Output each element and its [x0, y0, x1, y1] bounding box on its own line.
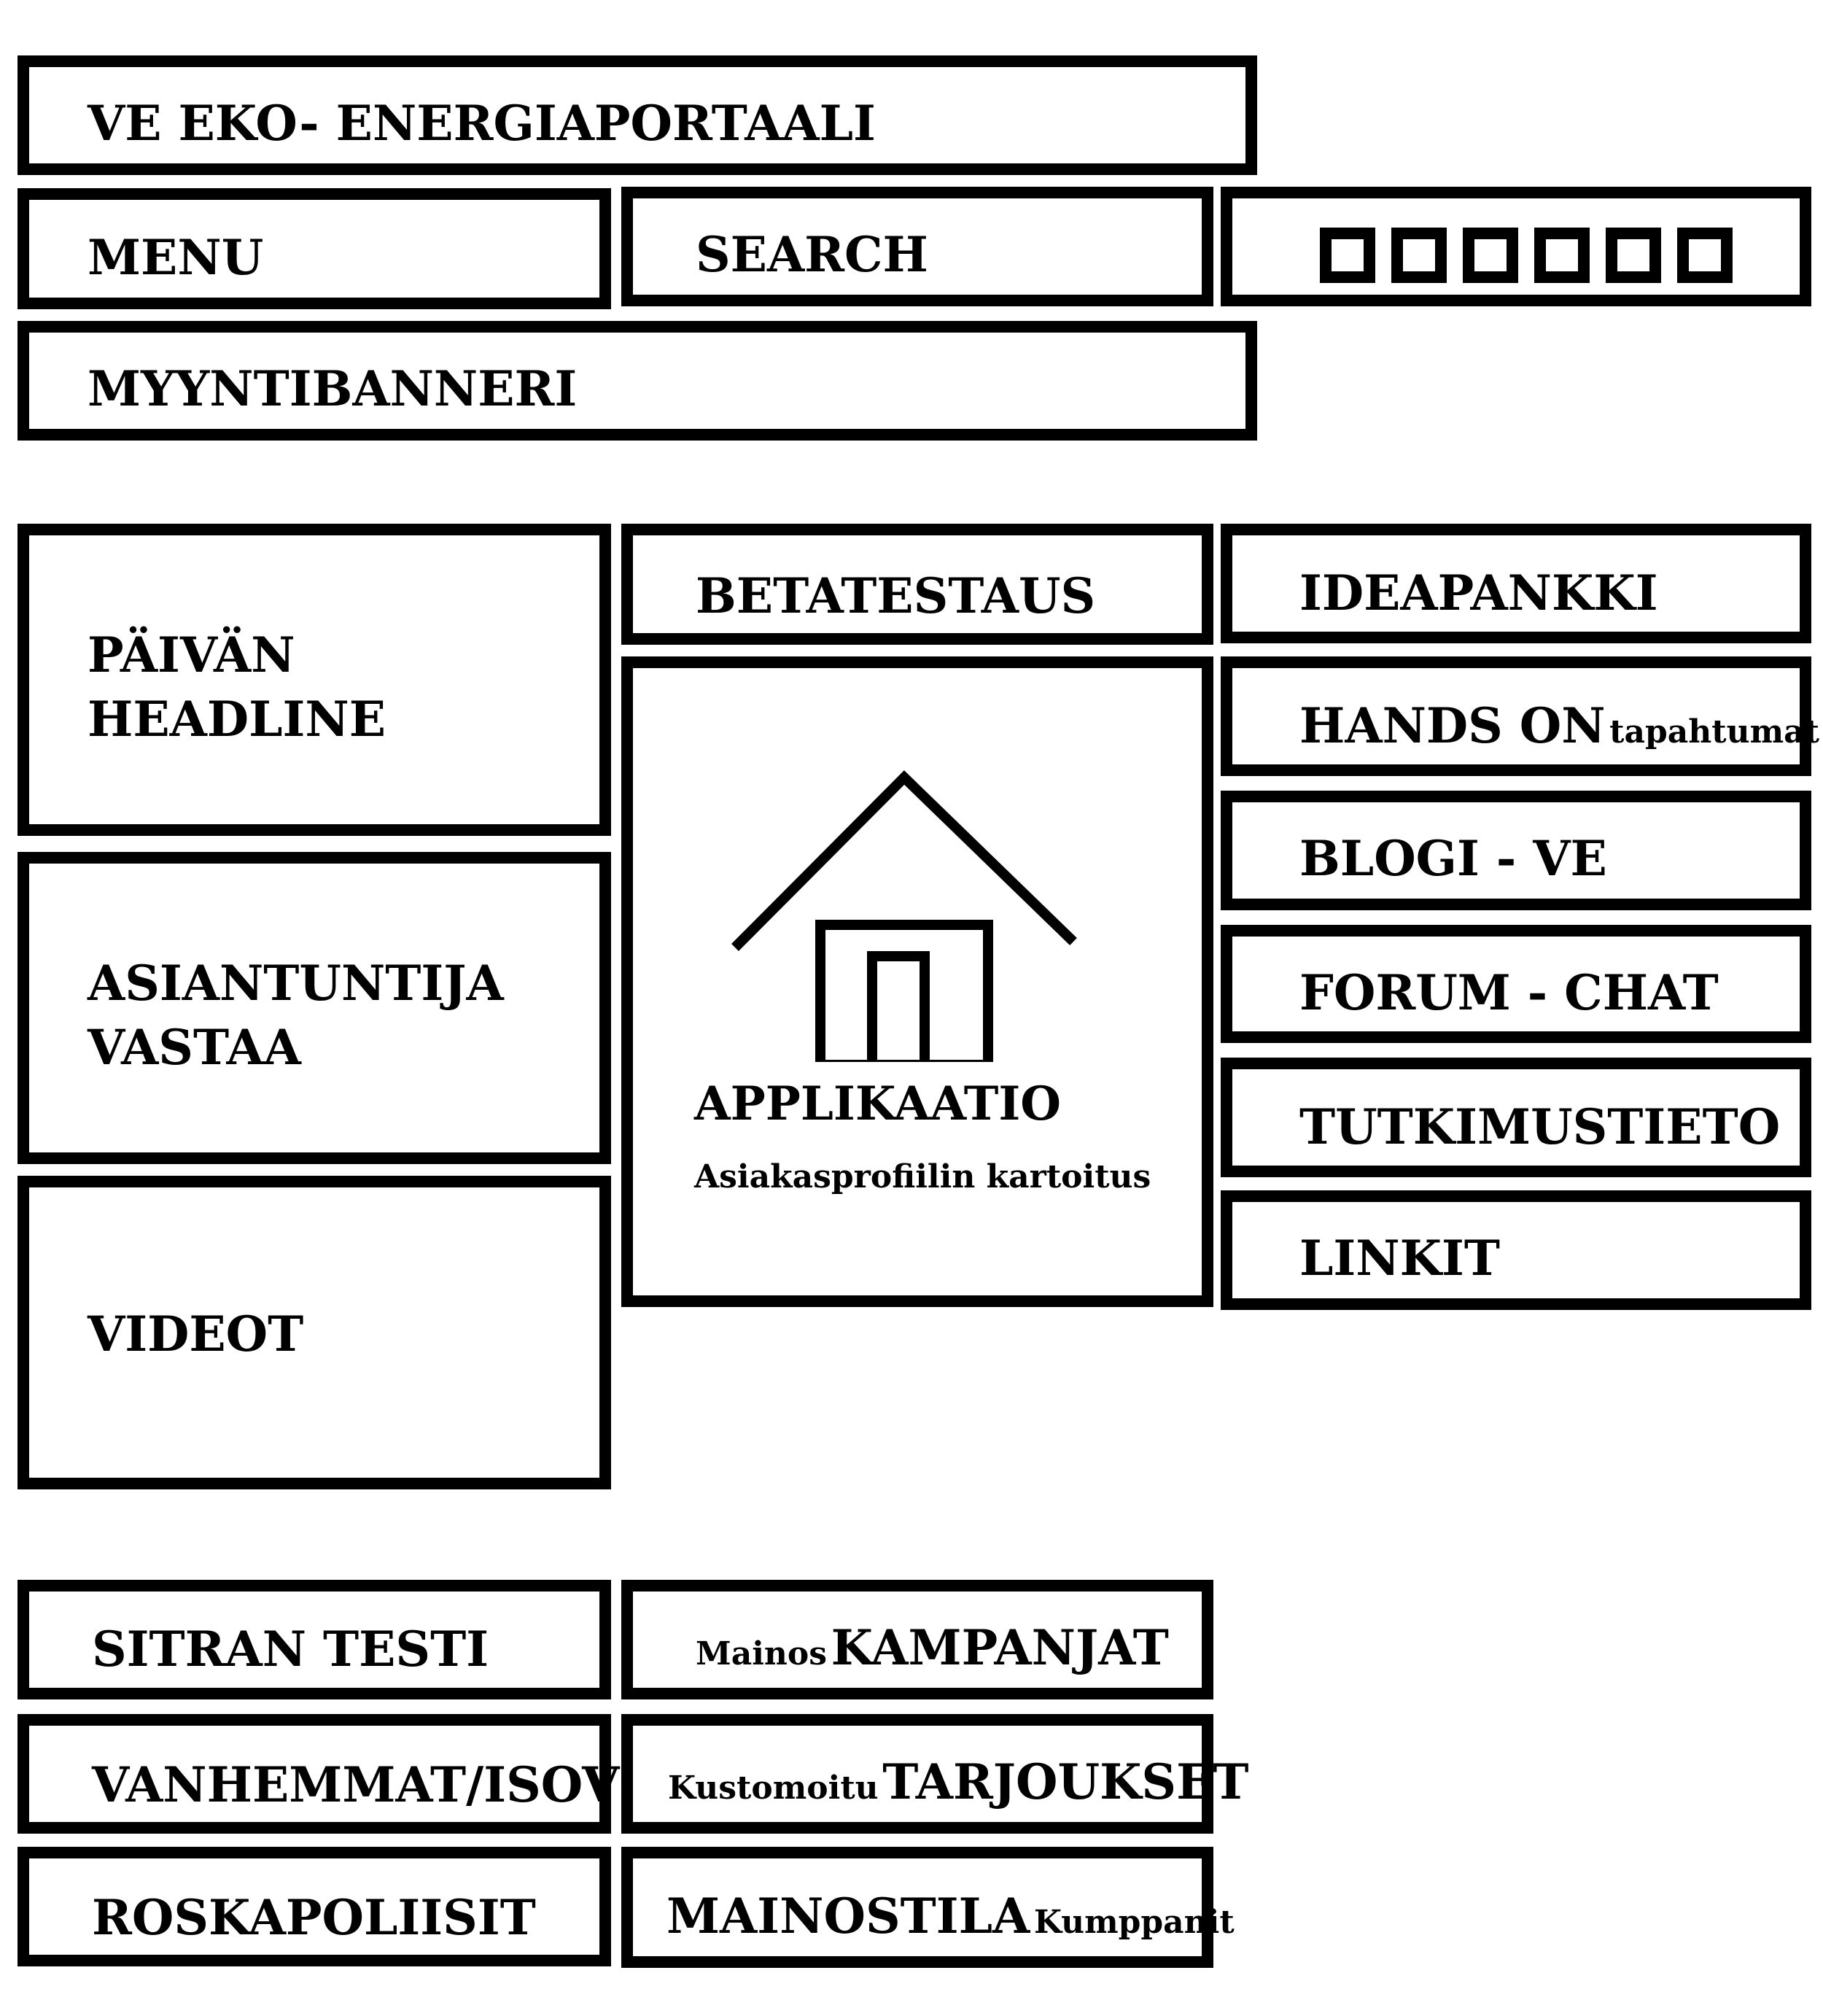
square-icon[interactable] — [1677, 228, 1733, 283]
application-title: APPLIKAATIO — [694, 1077, 1061, 1131]
videos-label: VIDEOT — [88, 1306, 304, 1362]
site-title: VE EKO- ENERGIAPORTAALI — [88, 95, 876, 152]
hands-on-box[interactable] — [1221, 656, 1819, 776]
application-box[interactable] — [621, 656, 1213, 1307]
house-icon — [728, 770, 1092, 1062]
research-label: TUTKIMUSTIETO — [1299, 1098, 1781, 1155]
icon-bar — [1221, 187, 1811, 306]
parents-label: VANHEMMAT/ISOV — [92, 1756, 620, 1813]
application-subtitle: Asiakasprofiilin kartoitus — [694, 1158, 1151, 1195]
beta-testing-label: BETATESTAUS — [696, 567, 1096, 624]
square-icon[interactable] — [1320, 228, 1375, 283]
sitra-test-box[interactable] — [18, 1580, 611, 1699]
links-label: LINKIT — [1299, 1230, 1500, 1287]
search-box[interactable] — [621, 187, 1213, 306]
expert-answers-label: ASIANTUNTIJA VASTAA — [88, 955, 504, 1076]
blog-label: BLOGI - VE — [1299, 830, 1607, 887]
menu-button[interactable] — [18, 188, 611, 309]
idea-bank-label: IDEAPANKKI — [1299, 565, 1658, 621]
ad-space-box[interactable] — [621, 1847, 1235, 1968]
campaigns-box[interactable] — [621, 1580, 1213, 1699]
headline-label: PÄIVÄN HEADLINE — [88, 627, 386, 748]
campaigns-label: Mainos KAMPANJAT — [696, 1619, 1169, 1676]
forum-chat-label: FORUM - CHAT — [1299, 964, 1719, 1021]
square-icon[interactable] — [1463, 228, 1518, 283]
ad-space-label: MAINOSTILA Kumppanit — [666, 1888, 1235, 1945]
idea-bank-box[interactable] — [1221, 524, 1811, 643]
square-icon[interactable] — [1606, 228, 1661, 283]
blog-box[interactable] — [1221, 791, 1811, 910]
forum-chat-box[interactable] — [1221, 925, 1811, 1043]
beta-testing-box[interactable] — [621, 524, 1213, 645]
headline-box[interactable] — [18, 524, 611, 836]
research-box[interactable] — [1221, 1058, 1811, 1177]
sitra-test-label: SITRAN TESTI — [92, 1621, 489, 1678]
litter-police-label: ROSKAPOLIISIT — [92, 1889, 536, 1946]
square-icon[interactable] — [1391, 228, 1447, 283]
offers-label: Kustomoitu TARJOUKSET — [668, 1753, 1249, 1810]
videos-box[interactable] — [18, 1176, 611, 1489]
site-title-box — [18, 55, 1257, 175]
square-icon[interactable] — [1534, 228, 1590, 283]
litter-police-box[interactable] — [18, 1847, 611, 1966]
parents-box[interactable] — [18, 1714, 620, 1834]
sales-banner-label: MYYNTIBANNERI — [88, 360, 578, 417]
sales-banner[interactable] — [18, 321, 1257, 441]
menu-label: MENU — [88, 229, 264, 286]
links-box[interactable] — [1221, 1190, 1811, 1310]
offers-box[interactable] — [621, 1714, 1249, 1834]
expert-answers-box[interactable] — [18, 852, 611, 1164]
hands-on-label: HANDS ON tapahtumat — [1299, 697, 1819, 754]
search-label: SEARCH — [696, 226, 928, 283]
